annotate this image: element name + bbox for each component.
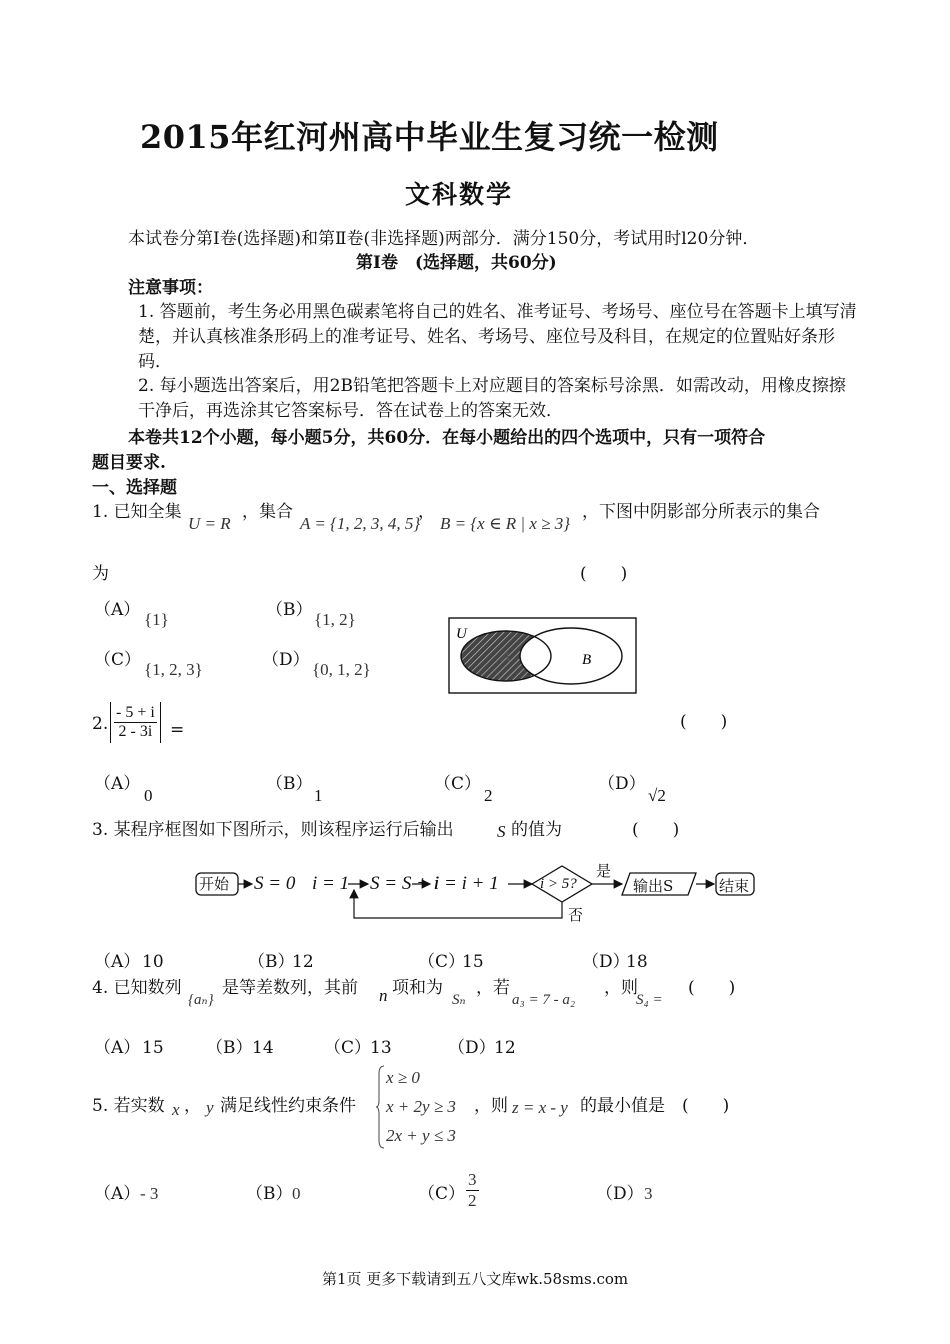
q3-option-c-value: 15: [462, 952, 484, 972]
q2-paren: ( ): [680, 712, 728, 732]
page-footer: 第1页 更多下载请到五八文库wk.58sms.com: [322, 1270, 629, 1288]
notice-title: 注意事项：: [128, 278, 213, 298]
q1-u-expr: U = R: [188, 514, 231, 533]
q5-constraint-3: 2x + y ≤ 3: [386, 1126, 456, 1145]
q1-option-a-label: （A）: [94, 600, 141, 620]
q4-option-d-label: （D）: [448, 1038, 496, 1058]
flow-no: 否: [568, 906, 584, 924]
intro-line: 本试卷分第Ⅰ卷(选择题)和第Ⅱ卷(非选择题)两部分．满分150分，考试用时l20分钟．: [128, 229, 760, 249]
q1-paren: ( ): [580, 564, 628, 584]
q3-text: 3. 某程序框图如下图所示，则该程序运行后输出: [92, 820, 454, 840]
page-subtitle: 文科数学: [405, 180, 514, 209]
q1-b-expr: B = {x ∈ R | x ≥ 3}: [440, 514, 571, 533]
q5-brace: [376, 1064, 386, 1150]
page-title: 2015年红河州高中毕业生复习统一检测: [140, 118, 719, 156]
part-title: 一、选择题: [92, 478, 177, 498]
q1-option-d-label: （D）: [262, 650, 310, 670]
q3-suffix: 的值为: [511, 820, 562, 840]
q1-a-expr: A = {1, 2, 3, 4, 5}: [300, 514, 421, 533]
q4-option-b-value: 14: [252, 1038, 274, 1058]
flow-s-init: S = 0: [254, 873, 296, 894]
q3-option-b-value: 12: [292, 952, 314, 972]
q3-paren: ( ): [632, 820, 680, 840]
q5-paren: ( ): [682, 1096, 730, 1116]
flow-i-init: i = 1: [312, 873, 350, 894]
q2-equals: =: [170, 720, 185, 740]
flow-condition: i > 5?: [540, 876, 577, 892]
q4-option-c-label: （C）: [324, 1038, 372, 1058]
notice-item-1: 1. 答题前，考生务必用黑色碳素笔将自己的姓名、准考证号、考场号、座位号在答题卡上填写清楚，并认真核准条形码上的准考证号、姓名、考场号、座位号及科目，在规定的位置贴好条形码．: [138, 302, 857, 372]
q5-option-d-value: 3: [644, 1184, 653, 1203]
q5-option-c-num: 3: [468, 1170, 477, 1189]
flow-start-label: 开始: [199, 875, 230, 893]
q5-option-b-value: 0: [292, 1184, 301, 1203]
q5-constraint-2: x + 2y ≥ 3: [386, 1097, 456, 1116]
q5-option-d-label: （D）: [596, 1184, 644, 1204]
flow-output-label: 输出S: [633, 877, 674, 895]
q2-option-c-value: 2: [484, 786, 493, 805]
q4-option-a-value: 15: [142, 1038, 164, 1058]
q2-option-b-label: （B）: [266, 774, 313, 794]
section-title: 第Ⅰ卷 (选择题，共60分): [356, 253, 557, 273]
q1-mid1: ，集合: [242, 502, 293, 522]
q2-option-d-label: （D）: [598, 774, 646, 794]
flow-end-label: 结束: [719, 877, 750, 895]
notice-item-2: 2. 每小题选出答案后，用2B铅笔把答题卡上对应题目的答案标号涂黑．如需改动，用橡皮擦擦干净后，再选涂其它答案标号．答在试卷上的答案无效．: [138, 376, 846, 421]
q1-option-c-label: （C）: [94, 650, 142, 670]
q4-sn: Sₙ: [452, 992, 466, 1008]
q3-var: S: [497, 822, 506, 841]
q5-y: y: [206, 1098, 214, 1117]
flow-s-update: S = S + i: [370, 873, 439, 894]
venn-diagram: [448, 617, 638, 695]
q1-option-b-value: {1, 2}: [314, 610, 356, 629]
q1-mid2: ，: [418, 502, 435, 522]
q3-option-a-value: 10: [142, 952, 164, 972]
q5-x: x: [172, 1100, 180, 1119]
q3-option-b-label: （B）: [248, 952, 295, 972]
q4-option-b-label: （B）: [206, 1038, 253, 1058]
venn-label-u: U: [456, 626, 467, 642]
q3-option-d-label: （D）: [582, 952, 630, 972]
venn-label-a: A: [501, 649, 511, 665]
venn-label-b: B: [582, 652, 592, 668]
q1-line2: 为: [92, 564, 109, 584]
flowchart: [190, 860, 770, 932]
q2-numerator: - 5 + i: [116, 704, 155, 721]
q5-option-b-label: （B）: [246, 1184, 293, 1204]
q5-comma: ，: [184, 1096, 201, 1116]
q2-denominator: 2 - 3i: [118, 723, 153, 740]
q4-paren: ( ): [688, 978, 736, 998]
flow-i-update: i = i + 1: [434, 873, 499, 894]
q4-option-c-value: 13: [370, 1038, 392, 1058]
q5-prefix: 5. 若实数: [92, 1096, 165, 1116]
q5-option-c-fraction: [466, 1170, 479, 1211]
q4-mid4: ，则: [604, 978, 638, 998]
q2-number: 2.: [92, 714, 109, 734]
q4-option-d-value: 12: [494, 1038, 516, 1058]
q4-n: n: [379, 986, 388, 1005]
q5-expr: z = x - y: [512, 1098, 568, 1117]
q2-option-c-label: （C）: [434, 774, 482, 794]
q1-option-d-value: {0, 1, 2}: [312, 660, 371, 679]
q4-mid2: 项和为: [392, 978, 443, 998]
q5-option-c-den: 2: [468, 1191, 477, 1210]
q5-option-a-value: - 3: [140, 1184, 159, 1203]
q5-mid: 满足线性约束条件: [220, 1096, 356, 1116]
q5-constraint-1: x ≥ 0: [386, 1068, 420, 1087]
q3-option-a-label: （A）: [94, 952, 141, 972]
q4-seq: {aₙ}: [188, 992, 214, 1008]
q4-prefix: 4. 已知数列: [92, 978, 182, 998]
flow-yes: 是: [596, 862, 612, 880]
q2-option-b-value: 1: [314, 786, 323, 805]
rule-line-1: 本卷共12个小题，每小题5分，共60分．在每小题给出的四个选项中，只有一项符合: [128, 428, 766, 448]
q4-option-a-label: （A）: [94, 1038, 141, 1058]
q4-mid3: ，若: [476, 978, 510, 998]
q4-mid1: 是等差数列，其前: [222, 978, 358, 998]
q3-option-c-label: （C）: [418, 952, 466, 972]
q5-option-a-label: （A）: [94, 1184, 141, 1204]
q2-option-a-value: 0: [144, 786, 153, 805]
q1-option-c-value: {1, 2, 3}: [144, 660, 203, 679]
q4-condition: a₃ = 7 - a₂: [512, 992, 576, 1008]
q5-mid2: ，则: [474, 1096, 508, 1116]
q3-option-d-value: 18: [626, 952, 648, 972]
q5-suffix: 的最小值是: [580, 1096, 665, 1116]
q1-prefix: 1. 已知全集: [92, 502, 182, 522]
q5-option-c-label: （C）: [418, 1184, 466, 1204]
rule-line-2: 题目要求.: [92, 453, 166, 473]
q2-option-d-value: √2: [648, 786, 666, 805]
q2-option-a-label: （A）: [94, 774, 141, 794]
q1-suffix: ，下图中阴影部分所表示的集合: [582, 502, 820, 522]
q2-abs-fraction: [110, 702, 161, 743]
q1-option-a-value: {1}: [144, 610, 169, 629]
q4-s4: S₄ =: [636, 992, 663, 1008]
q1-option-b-label: （B）: [266, 600, 313, 620]
